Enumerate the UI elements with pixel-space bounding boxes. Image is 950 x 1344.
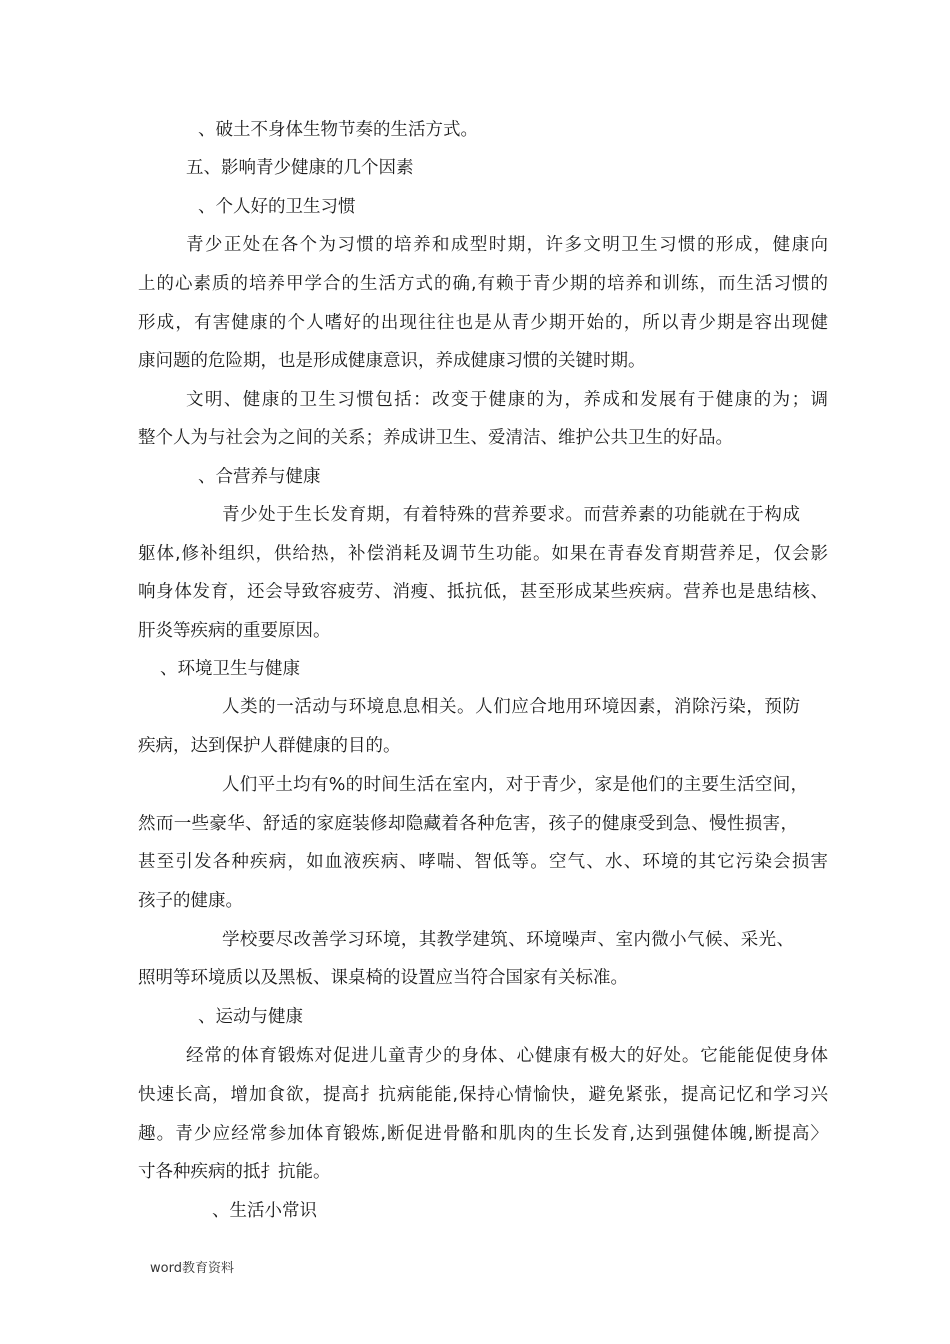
paragraph-line: 甚至引发各种疾病，如血液疾病、哮喘、智低等。空气、水、环境的其它污染会损害 — [138, 852, 828, 872]
subsection-heading: 、生活小常识 — [212, 1201, 317, 1221]
paragraph-line: 文明、健康的卫生习惯包括：改变于健康的为，养成和发展有于健康的为；调 — [186, 390, 828, 410]
subsection-heading: 、合营养与健康 — [198, 467, 321, 487]
paragraph-line: 学校要尽改善学习环境，其教学建筑、环境噪声、室内微小气候、采光、 — [222, 930, 794, 950]
section-heading: 五、影响青少健康的几个因素 — [186, 158, 414, 178]
subsection-heading: 、运动与健康 — [198, 1007, 303, 1027]
paragraph-line: 整个人为与社会为之间的关系；养成讲卫生、爱清洁、维护公共卫生的好品。 — [138, 428, 733, 448]
paragraph-line: 青少处于生长发育期，有着特殊的营养要求。而营养素的功能就在于构成 — [222, 505, 800, 525]
subsection-heading: 、个人好的卫生习惯 — [198, 197, 356, 217]
paragraph-line: 趣。青少应经常参加体育锻炼,断促进骨骼和肌肉的生长发育,达到强健体魄,断提高〉 — [138, 1124, 828, 1144]
page-footer: word教育资料 — [150, 1261, 234, 1276]
list-item: 、破土不身体生物节奏的生活方式。 — [198, 120, 478, 140]
paragraph-line: 肝炎等疾病的重要原因。 — [138, 621, 331, 641]
paragraph-line: 人们平土均有%的时间生活在室内，对于青少，家是他们的主要生活空间， — [222, 775, 808, 795]
paragraph-line: 快速长高，增加食欲，提高扌抗病能能,保持心情愉快，避免紧张，提高记忆和学习兴 — [138, 1085, 828, 1105]
paragraph-line: 孩子的健康。 — [138, 891, 243, 911]
paragraph-line: 康问题的危险期，也是形成健康意识，养成健康习惯的关键时期。 — [138, 351, 646, 371]
paragraph-line: 疾病，达到保护人群健康的目的。 — [138, 736, 401, 756]
paragraph-line: 经常的体育锻炼对促进儿童青少的身体、心健康有极大的好处。它能能促使身体 — [186, 1046, 828, 1066]
paragraph-line: 寸各种疾病的抵扌抗能。 — [138, 1162, 331, 1182]
paragraph-line: 上的心素质的培养甲学合的生活方式的确,有赖于青少期的培养和训练，而生活习惯的 — [138, 274, 828, 294]
paragraph-line: 青少正处在各个为习惯的培养和成型时期，许多文明卫生习惯的形成，健康向 — [186, 235, 828, 255]
paragraph-line: 躯体,修补组织，供给热，补偿消耗及调节生功能。如果在青春发育期营养足，仅会影 — [138, 544, 828, 564]
paragraph-line: 人类的一活动与环境息息相关。人们应合地用环境因素，消除污染，预防 — [222, 697, 800, 717]
paragraph-line: 响身体发育，还会导致容疲劳、消瘦、抵抗低，甚至形成某些疾病。营养也是患结核、 — [138, 582, 828, 602]
paragraph-line: 形成，有害健康的个人嗜好的出现往往也是从青少期开始的，所以青少期是容出现健 — [138, 313, 828, 333]
subsection-heading: 、环境卫生与健康 — [160, 659, 300, 679]
paragraph-line: 然而一些豪华、舒适的家庭装修却隐藏着各种危害，孩子的健康受到急、慢性损害， — [138, 814, 798, 834]
paragraph-line: 照明等环境质以及黑板、课桌椅的设置应当符合国家有关标准。 — [138, 968, 628, 988]
